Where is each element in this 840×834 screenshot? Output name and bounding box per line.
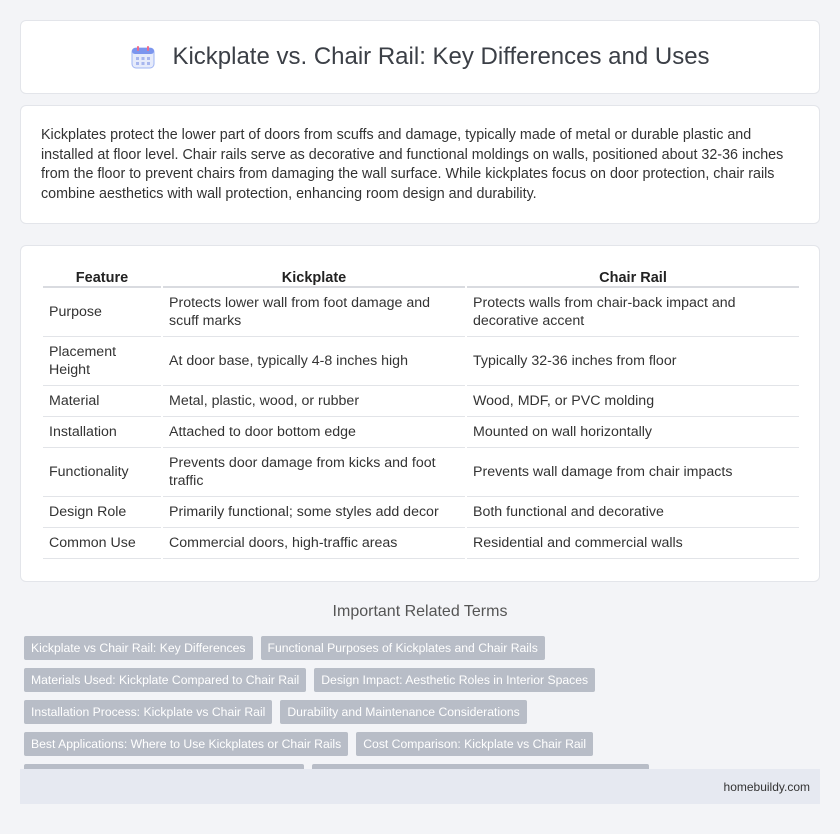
- table-header-row: [43, 266, 799, 288]
- comparison-table-card: [20, 245, 820, 582]
- calendar-icon: [130, 44, 156, 70]
- related-tag[interactable]: Installation Process: Kickplate vs Chair Rail: [24, 700, 272, 724]
- intro-card: [20, 105, 820, 224]
- table-cell: Both functional and decorative: [467, 497, 799, 528]
- intro-text: Kickplates protect the lower part of doors from scuffs and damage, typically made of metal or durable plastic and installed at floor level. Chair rails serve as decorative and functional moldings on walls, positioned about 32-36 inches from the floor to prevent chairs from damaging the wall surface. While kickplates focus on door protection, chair rails combine aesthetics with wall protection, enhancing room design and durability.: [41, 127, 784, 202]
- table-cell: Wood, MDF, or PVC molding: [467, 386, 799, 417]
- table-cell: Functionality: [43, 448, 161, 497]
- table-row: [43, 448, 799, 497]
- comparison-table: [41, 266, 801, 559]
- header-feature: Feature: [43, 266, 161, 288]
- related-tag[interactable]: Design Impact: Aesthetic Roles in Interior Spaces: [314, 668, 595, 692]
- table-cell: Commercial doors, high-traffic areas: [163, 528, 465, 559]
- table-cell: Attached to door bottom edge: [163, 417, 465, 448]
- table-row: [43, 417, 799, 448]
- table-row: [43, 337, 799, 386]
- related-tag[interactable]: Functional Purposes of Kickplates and Chair Rails: [261, 636, 545, 660]
- title-wrap: [130, 43, 709, 71]
- footer: [20, 769, 820, 804]
- table-cell: Protects walls from chair-back impact and decorative accent: [467, 288, 799, 337]
- table-cell: Primarily functional; some styles add decor: [163, 497, 465, 528]
- table-cell: Prevents wall damage from chair impacts: [467, 448, 799, 497]
- table-cell: At door base, typically 4-8 inches high: [163, 337, 465, 386]
- table-cell: Material: [43, 386, 161, 417]
- table-cell: Design Role: [43, 497, 161, 528]
- page-title: Kickplate vs. Chair Rail: Key Differences and Uses: [172, 43, 710, 70]
- related-tag[interactable]: Best Applications: Where to Use Kickplates or Chair Rails: [24, 732, 348, 756]
- table-cell: Placement Height: [43, 337, 161, 386]
- table-cell: Prevents door damage from kicks and foot traffic: [163, 448, 465, 497]
- table-cell: Metal, plastic, wood, or rubber: [163, 386, 465, 417]
- table-row: [43, 528, 799, 559]
- table-cell: Residential and commercial walls: [467, 528, 799, 559]
- header-kickplate: Kickplate: [163, 266, 465, 288]
- table-cell: Typically 32-36 inches from floor: [467, 337, 799, 386]
- related-tag[interactable]: Kickplate vs Chair Rail: Key Differences: [24, 636, 253, 660]
- table-cell: Protects lower wall from foot damage and scuff marks: [163, 288, 465, 337]
- related-tag[interactable]: Cost Comparison: Kickplate vs Chair Rail: [356, 732, 593, 756]
- table-row: [43, 288, 799, 337]
- related-terms-tags: [24, 636, 824, 788]
- table-row: [43, 497, 799, 528]
- table-cell: Common Use: [43, 528, 161, 559]
- footer-site-link[interactable]: homebuildy.com: [723, 779, 810, 794]
- related-tag[interactable]: Materials Used: Kickplate Compared to Chair Rail: [24, 668, 306, 692]
- header-card: [20, 20, 820, 94]
- header-chair-rail: Chair Rail: [467, 266, 799, 288]
- table-row: [43, 386, 799, 417]
- related-terms-title: Important Related Terms: [332, 603, 508, 620]
- table-cell: Installation: [43, 417, 161, 448]
- table-cell: Mounted on wall horizontally: [467, 417, 799, 448]
- related-tag[interactable]: Durability and Maintenance Considerations: [280, 700, 526, 724]
- table-cell: Purpose: [43, 288, 161, 337]
